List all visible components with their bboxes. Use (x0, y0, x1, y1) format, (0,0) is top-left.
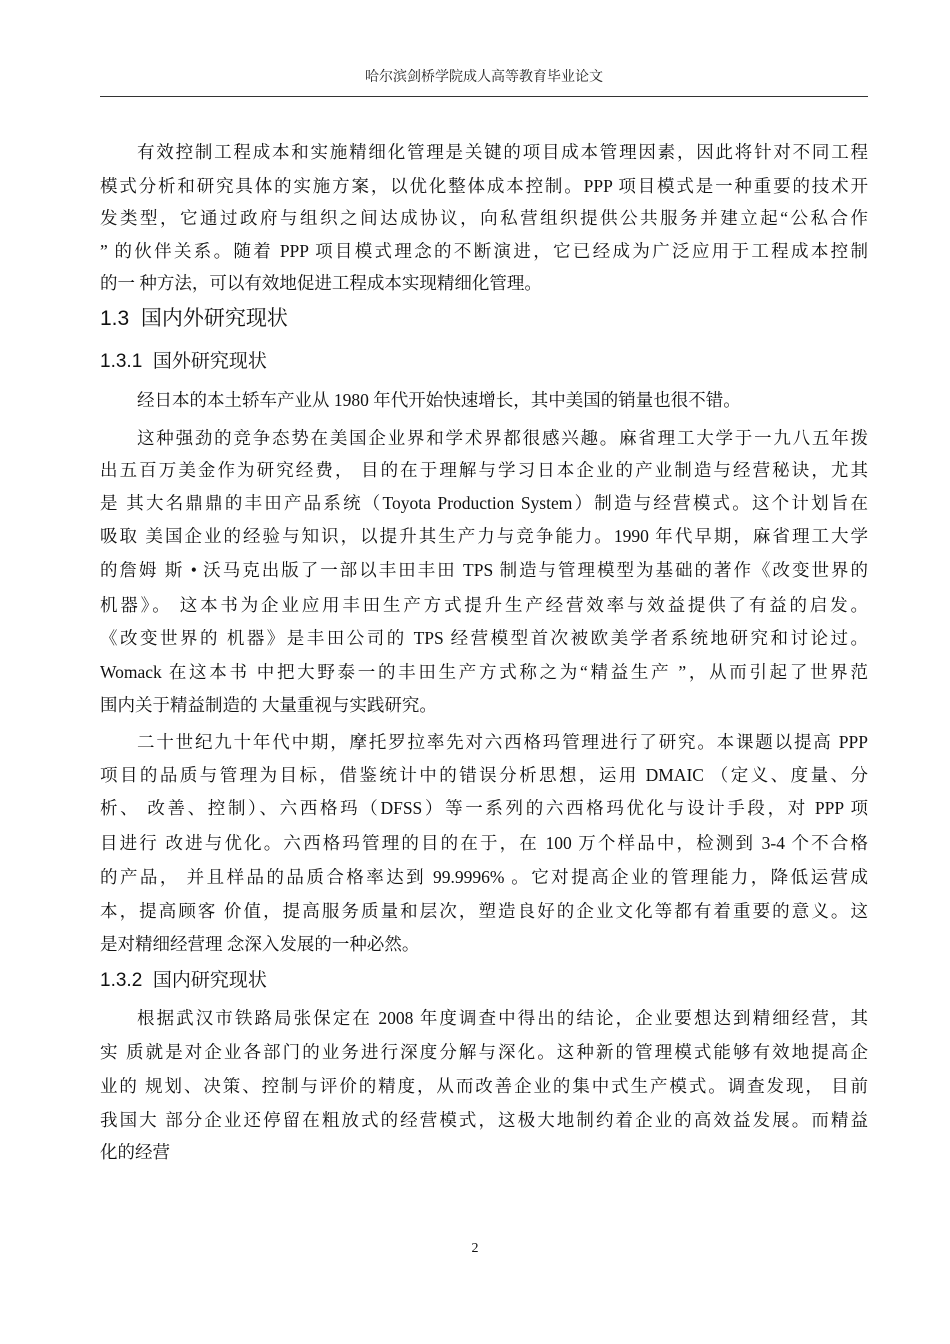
paragraph-line: ” 的伙伴关系。随着 PPP 项目模式理念的不断演进，它已经成为广泛应用于工程成本控制 (100, 241, 868, 261)
section-title: 国内外研究现状 (140, 307, 288, 330)
paragraph-line: 是对精细经营理 念深入发展的一种必然。 (100, 934, 420, 954)
section-heading-1-3-1 (100, 346, 267, 373)
page-number: 2 (471, 1241, 479, 1256)
paragraph-line: Womack 在这本书 中把大野泰一的丰田生产方式称之为“精益生产 ”，从而引起了世界范 (100, 662, 868, 682)
paragraph-line: 本，提高顾客 价值，提高服务质量和层次，塑造良好的企业文化等都有着重要的意义。这 (100, 901, 868, 921)
paragraph-line: 经日本的本土轿车产业从 1980 年代开始快速增长，其中美国的销量也很不错。 (137, 390, 741, 410)
paragraph-line: 有效控制工程成本和实施精细化管理是关键的项目成本管理因素，因此将针对不同工程 (137, 142, 868, 162)
paragraph-line: 二十世纪九十年代中期，摩托罗拉率先对六西格玛管理进行了研究。本课题以提高 PPP (137, 732, 868, 752)
paragraph-line: 我国大 部分企业还停留在粗放式的经营模式，这极大地制约着企业的高效益发展。而精益 (100, 1110, 868, 1130)
paragraph-line: 《改变世界的 机器》是丰田公司的 TPS 经营模型首次被欧美学者系统地研究和讨论过。 (100, 628, 868, 648)
paragraph-line: 吸取 美国企业的经验与知识，以提升其生产力与竞争能力。1990 年代早期，麻省理工大学 (100, 526, 868, 546)
section-heading-1-3 (100, 302, 288, 332)
paragraph-line: 这种强劲的竞争态势在美国企业界和学术界都很感兴趣。麻省理工大学于一九八五年拨 (137, 428, 868, 448)
paragraph-line: 实 质就是对企业各部门的业务进行深度分解与深化。这种新的管理模式能够有效地提高企 (100, 1042, 868, 1062)
header-rule (100, 96, 868, 97)
paragraph-line: 的一 种方法，可以有效地促进工程成本实现精细化管理。 (100, 273, 542, 293)
paragraph-line: 发类型，它通过政府与组织之间达成协议，向私营组织提供公共服务并建立起“公私合作 (100, 208, 868, 228)
paragraph-line: 根据武汉市铁路局张保定在 2008 年度调查中得出的结论，企业要想达到精细经营，其 (137, 1008, 868, 1028)
paragraph-line: 项目的品质与管理为目标，借鉴统计中的错误分析思想，运用 DMAIC （定义、度量、分 (100, 765, 868, 785)
paragraph-line: 围内关于精益制造的 大量重视与实践研究。 (100, 695, 437, 715)
paragraph-line: 析、 改善、控制）、六西格玛（DFSS）等一系列的六西格玛优化与设计手段，对 PPP 项 (100, 798, 868, 818)
paragraph-line: 模式分析和研究具体的实施方案，以优化整体成本控制。PPP 项目模式是一种重要的技术开 (100, 176, 868, 196)
section-number: 1.3 (100, 307, 130, 330)
section-title: 国外研究现状 (152, 351, 267, 372)
section-title: 国内研究现状 (152, 970, 267, 991)
section-number: 1.3.1 (100, 351, 143, 372)
paragraph-line: 业的 规划、决策、控制与评价的精度，从而改善企业的集中式生产模式。调查发现， 目前 (100, 1076, 868, 1096)
paragraph-line: 化的经营 (100, 1142, 170, 1162)
paragraph-line: 的产品， 并且样品的品质合格率达到 99.9996% 。它对提高企业的管理能力，降低运营成 (100, 867, 868, 887)
paragraph-line: 出五百万美金作为研究经费， 目的在于理解与学习日本企业的产业制造与经营秘诀，尤其 (100, 460, 868, 480)
section-number: 1.3.2 (100, 970, 143, 991)
paragraph-line: 目进行 改进与优化。六西格玛管理的目的在于，在 100 万个样品中，检测到 3-4 个不合格 (100, 833, 868, 853)
paragraph-line: 是 其大名鼎鼎的丰田产品系统（Toyota Production System）制造与经营模式。这个计划旨在 (100, 493, 868, 513)
running-header: 哈尔滨剑桥学院成人高等教育毕业论文 (365, 70, 603, 85)
paragraph-line: 的詹姆 斯 • 沃马克出版了一部以丰田丰田 TPS 制造与管理模型为基础的著作《改变世界的 (100, 560, 868, 580)
section-heading-1-3-2 (100, 965, 267, 992)
paragraph-line: 机器》。 这本书为企业应用丰田生产方式提升生产经营效率与效益提供了有益的启发。 (100, 595, 868, 615)
